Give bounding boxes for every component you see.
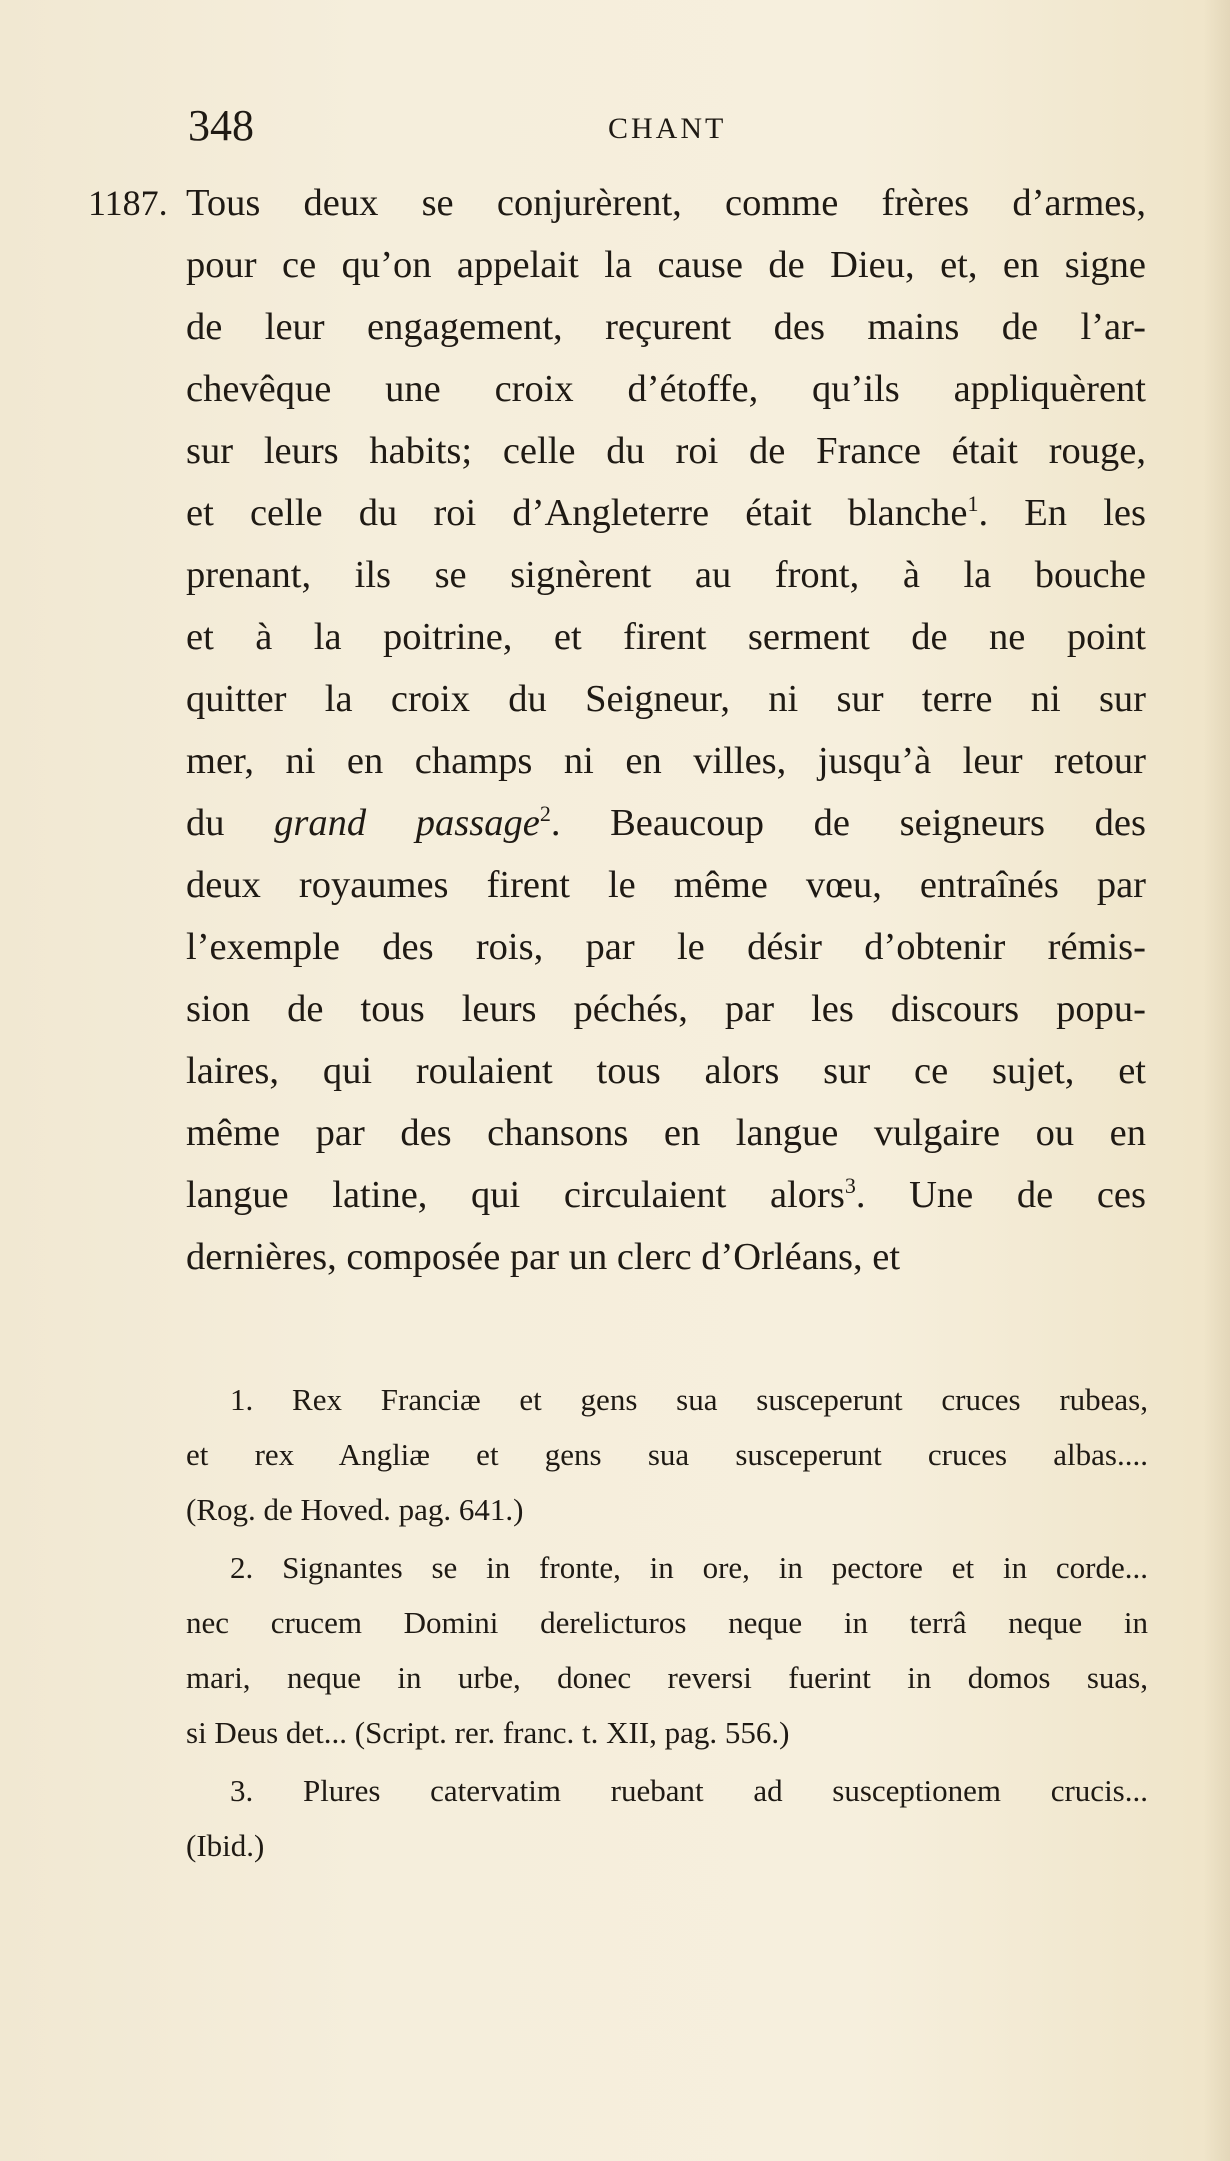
text-line: laires, qui roulaient tous alors sur ce sujet, et [186, 1050, 1146, 1092]
text-line: prenant, ils se signèrent au front, à la bouche [186, 554, 1146, 596]
text-line: l’exemple des rois, par le désir d’obtenir rémis- [186, 926, 1146, 968]
footnote-line: 1. Rex Franciæ et gens sua susceperunt cruces rubeas, [230, 1382, 1148, 1417]
footnote-3 [186, 1763, 1148, 1873]
text-line-start: langue latine, qui circulaient alors [186, 1174, 845, 1216]
text-line-start: et celle du roi d’Angleterre était blanche [186, 492, 968, 534]
footnote-line: et rex Angliæ et gens sua susceperunt cruces albas.... [186, 1437, 1148, 1472]
text-line [186, 1164, 1146, 1226]
text-line: deux royaumes firent le même vœu, entraînés par [186, 864, 1146, 906]
footnote-line: mari, neque in urbe, donec reversi fuerint in domos suas, [186, 1660, 1148, 1695]
footnote-line: (Ibid.) [186, 1828, 265, 1863]
running-head: CHANT [608, 112, 727, 145]
footnote-marker-1: 1 [967, 491, 979, 517]
text-line: mer, ni en champs ni en villes, jusqu’à leur retour [186, 740, 1146, 782]
footnote-marker-2: 2 [539, 801, 551, 827]
footnote-2 [186, 1540, 1148, 1760]
footnote-line: (Rog. de Hoved. pag. 641.) [186, 1492, 524, 1527]
text-line-start: du [186, 802, 225, 844]
page-edge-shadow [1204, 0, 1230, 2161]
text-line: sion de tous leurs péchés, par les discours popu- [186, 988, 1146, 1030]
footnote-1 [186, 1372, 1148, 1537]
text-line-end: . Une de ces [855, 1174, 1146, 1216]
page-header [188, 96, 1138, 156]
footnote-line: 3. Plures catervatim ruebant ad susceptionem crucis... [230, 1773, 1148, 1808]
text-line [186, 482, 1146, 544]
page-number: 348 [188, 101, 254, 150]
italic-term: grand passage [274, 802, 540, 844]
footnote-marker-3: 3 [844, 1173, 856, 1199]
text-line-end: . En les [978, 492, 1146, 534]
text-line: sur leurs habits; celle du roi de France était rouge, [186, 430, 1146, 472]
text-line-end: . Beaucoup de seigneurs des [550, 802, 1146, 844]
text-line: Tous deux se conjurèrent, comme frères d’armes, [186, 182, 1146, 224]
text-line: et à la poitrine, et firent serment de ne point [186, 616, 1146, 658]
text-line: même par des chansons en langue vulgaire ou en [186, 1112, 1146, 1154]
text-line: chevêque une croix d’étoffe, qu’ils appliquèrent [186, 368, 1146, 410]
footnote-line: 2. Signantes se in fronte, in ore, in pectore et in corde... [230, 1550, 1148, 1585]
footnote-line: nec crucem Domini derelicturos neque in terrâ neque in [186, 1605, 1148, 1640]
text-line: dernières, composée par un clerc d’Orléans, et [186, 1236, 901, 1278]
footnotes [186, 1372, 1148, 1876]
text-line: quitter la croix du Seigneur, ni sur terre ni sur [186, 678, 1146, 720]
text-line [186, 792, 1146, 854]
main-text [186, 172, 1146, 1288]
margin-year: 1187. [88, 183, 168, 223]
footnote-line: si Deus det... (Script. rer. franc. t. XII, pag. 556.) [186, 1715, 790, 1750]
text-line: de leur engagement, reçurent des mains de l’ar- [186, 306, 1146, 348]
text-line: pour ce qu’on appelait la cause de Dieu, et, en signe [186, 244, 1146, 286]
